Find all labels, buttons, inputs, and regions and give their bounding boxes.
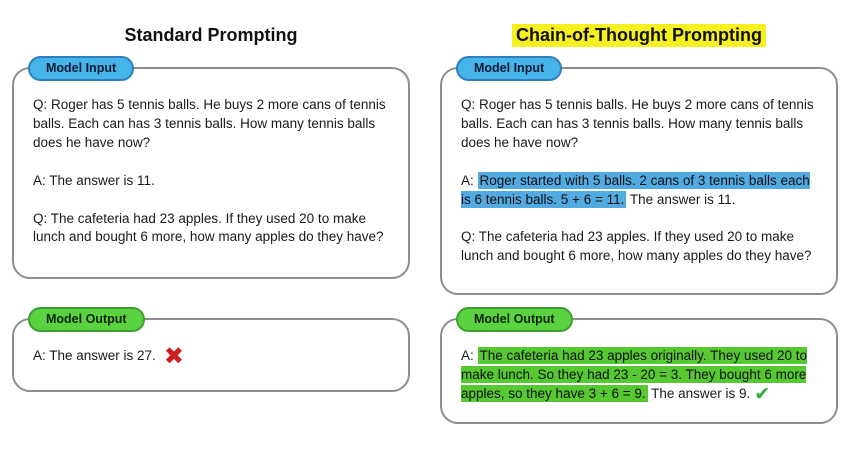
standard-output-answer [33,343,392,370]
correct-check-icon: ✔ [754,383,771,405]
standard-question-1: Q: Roger has 5 tennis balls. He buys 2 more cans of tennis balls. Each can has 3 tennis balls. How many tennis balls does he have now? [33,97,386,150]
cot-answer-suffix: The answer is 11. [629,191,736,207]
chain-of-thought-prompting-title [440,22,838,48]
standard-prompting-title: Standard Prompting [124,25,298,45]
cot-answer-example [461,172,820,210]
cot-model-input-content [442,69,836,276]
cot-output-reasoning-green-highlight: The cafeteria had 23 apples originally. They used 20 to make lunch. So they had 23 - 20 = 3. They bought 6 more apples, so they have 3 + 6 = 9. [461,348,807,401]
cot-model-output-box [440,312,838,424]
cot-output-suffix: The answer is 9. [651,385,751,401]
standard-question-2: Q: The cafeteria had 23 apples. If they used 20 to make lunch and bought 6 more, how many apples do they have? [33,210,384,245]
standard-model-input-content [14,69,408,257]
cot-reasoning-blue-highlight: Roger started with 5 balls. 2 cans of 3 tennis balls each is 6 tennis balls. 5 + 6 = 11. [461,172,810,207]
model-input-badge: Model Input [456,56,562,81]
standard-output-answer-text: A: The answer is 27. [33,348,156,363]
cot-question-1: Q: Roger has 5 tennis balls. He buys 2 more cans of tennis balls. Each can has 3 tennis balls. How many tennis balls does he have now? [461,97,814,150]
cot-answer-prefix: A: [461,172,474,188]
cot-output-prefix: A: [461,348,474,363]
standard-model-output-box [12,312,410,392]
model-output-badge: Model Output [456,307,573,332]
model-input-badge: Model Input [28,56,134,81]
model-output-badge: Model Output [28,307,145,332]
yellow-highlighted-title-text: Chain-of-Thought Prompting [512,24,766,47]
standard-answer-example: A: The answer is 11. [33,172,155,188]
cot-question-2: Q: The cafeteria had 23 apples. If they used 20 to make lunch and bought 6 more, how many apples do they have? [461,229,812,264]
standard-model-input-box [12,61,410,279]
cot-model-output-content [442,320,836,414]
cot-model-input-box [440,61,838,295]
cot-output-answer [461,347,820,404]
incorrect-cross-icon: ✖ [163,343,184,370]
